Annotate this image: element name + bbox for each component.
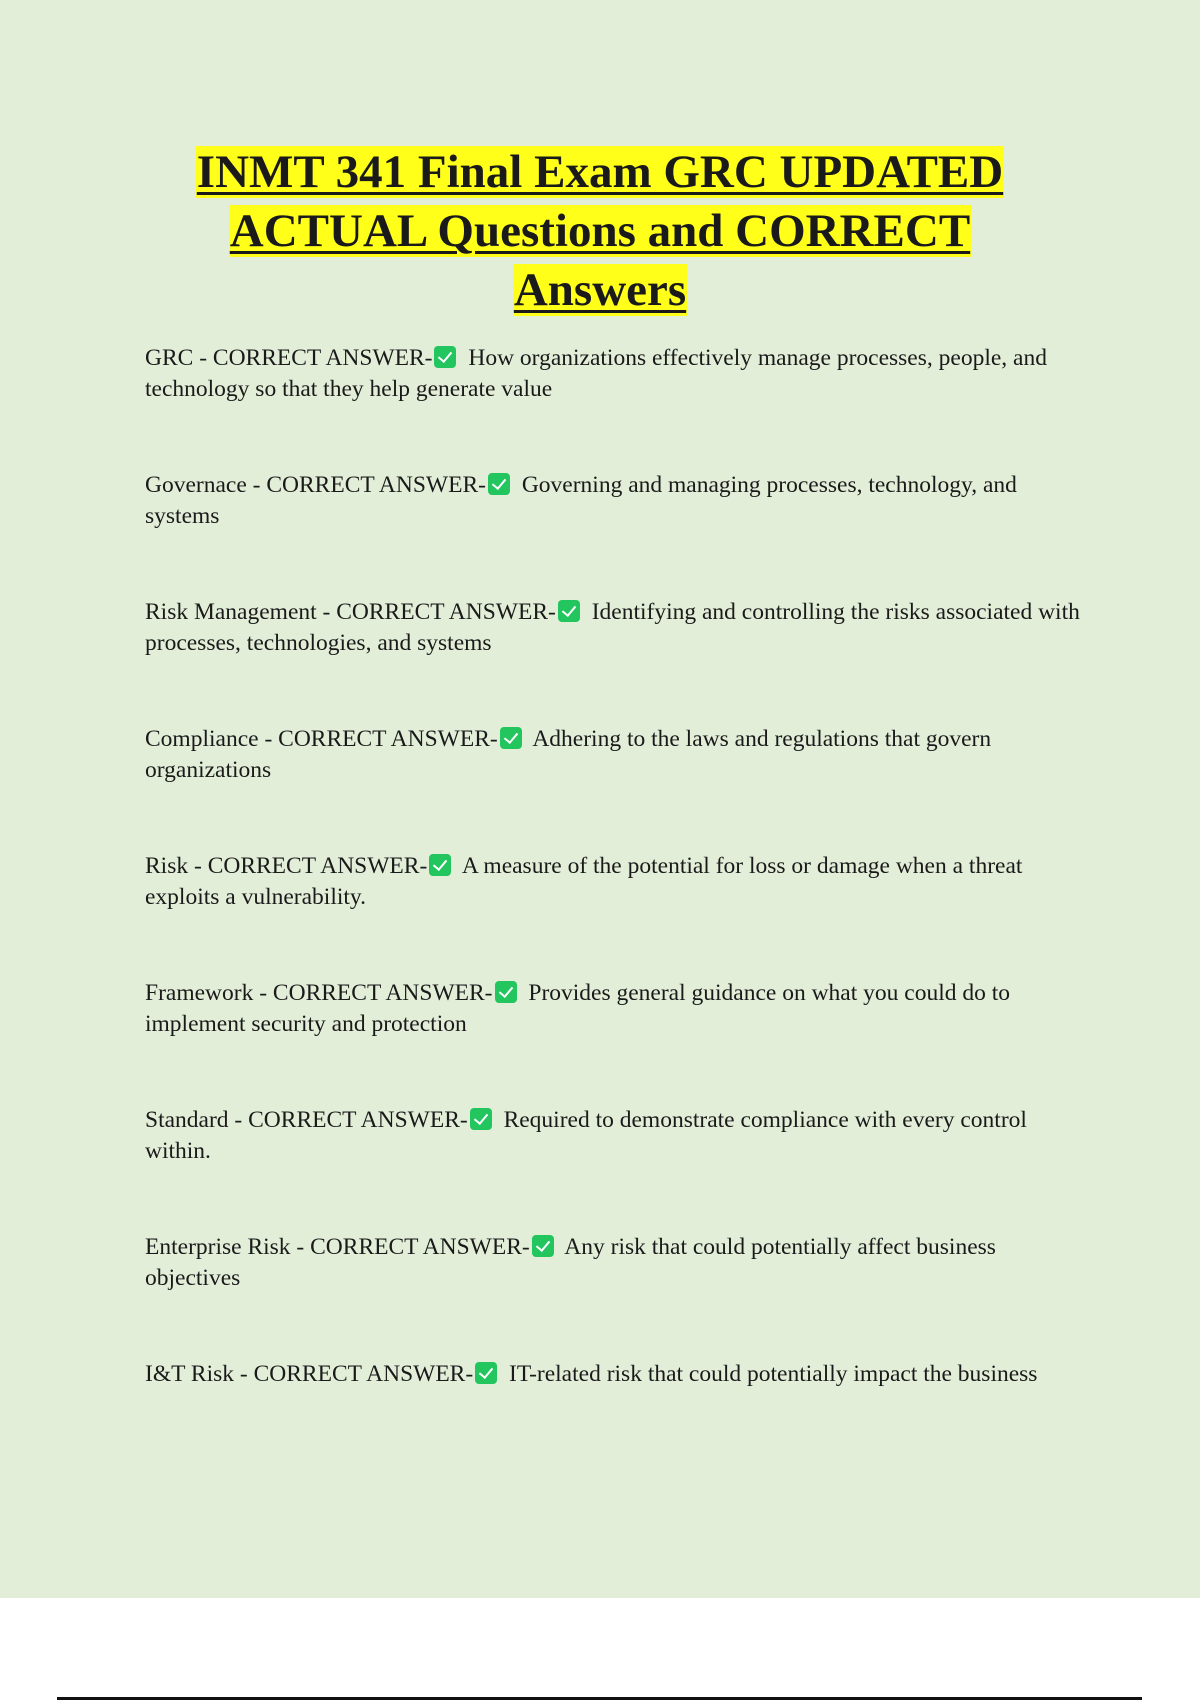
entry-definition: How organizations effectively manage processes, people, and technology so that they help generate value [145, 345, 1047, 402]
entry-definition: Adhering to the laws and regulations that govern organizations [145, 726, 992, 783]
checkbox-check-icon [558, 600, 580, 622]
checkbox-check-icon [434, 346, 456, 368]
entry-term: Compliance [145, 726, 259, 752]
document-title [0, 143, 1200, 320]
title-line-2: ACTUAL Questions and CORRECT [229, 205, 971, 257]
entry-definition: Required to demonstrate compliance with every control within. [145, 1107, 1027, 1164]
answer-marker: CORRECT ANSWER- [272, 980, 493, 1006]
entry-definition: Governing and managing processes, technology, and systems [145, 472, 1017, 529]
entry-definition: Identifying and controlling the risks associated with processes, technologies, and systems [145, 599, 1080, 656]
qa-entry: Enterprise Risk - CORRECT ANSWER- Any risk that could potentially affect business objectives [145, 1234, 996, 1291]
entry-term: GRC [145, 345, 194, 371]
checkbox-check-icon [470, 1108, 492, 1130]
answer-marker: CORRECT ANSWER- [278, 726, 498, 752]
checkbox-check-icon [429, 854, 451, 876]
entry-definition: Any risk that could potentially affect business objectives [145, 1234, 996, 1291]
entry-term: Enterprise Risk [145, 1234, 291, 1260]
qa-entry: I&T Risk - CORRECT ANSWER- IT-related risk that could potentially impact the business [145, 1361, 1038, 1387]
answer-marker: CORRECT ANSWER- [248, 1107, 468, 1133]
checkbox-check-icon [500, 727, 522, 749]
qa-entry: Governace - CORRECT ANSWER- Governing and managing processes, technology, and systems [145, 472, 1017, 529]
checkbox-check-icon [475, 1362, 497, 1384]
entry-term: Governace [145, 472, 247, 498]
qa-list [145, 343, 1095, 1486]
title-line-3: Answers [513, 264, 687, 316]
qa-entry: Standard - CORRECT ANSWER- Required to demonstrate compliance with every control within. [145, 1107, 1027, 1164]
qa-entry: Compliance - CORRECT ANSWER- Adhering to the laws and regulations that govern organizations [145, 726, 992, 783]
answer-marker: CORRECT ANSWER- [336, 599, 556, 625]
answer-marker: CORRECT ANSWER- [266, 472, 486, 498]
entry-term: I&T Risk [145, 1361, 235, 1387]
title-line-1: INMT 341 Final Exam GRC UPDATED [196, 146, 1004, 198]
entry-definition: Provides general guidance on what you could do to implement security and protection [145, 980, 1011, 1037]
answer-marker: CORRECT ANSWER- [212, 345, 433, 371]
checkbox-check-icon [495, 981, 517, 1003]
qa-entry: GRC - CORRECT ANSWER- How organizations effectively manage processes, people, and technology so that they help generate value [145, 345, 1047, 402]
answer-marker: CORRECT ANSWER- [207, 853, 428, 879]
qa-entry: Risk - CORRECT ANSWER- A measure of the potential for loss or damage when a threat exploits a vulnerability. [145, 853, 1023, 910]
entry-term: Risk [145, 853, 189, 879]
entry-term: Framework [145, 980, 254, 1006]
qa-entry: Risk Management - CORRECT ANSWER- Identifying and controlling the risks associated with processes, technologies, and systems [145, 599, 1080, 656]
qa-entry: Framework - CORRECT ANSWER- Provides general guidance on what you could do to implement security and protection [145, 980, 1011, 1037]
answer-marker: CORRECT ANSWER- [310, 1234, 530, 1260]
checkbox-check-icon [532, 1235, 554, 1257]
checkbox-check-icon [488, 473, 510, 495]
entry-definition: IT-related risk that could potentially impact the business [509, 1361, 1038, 1387]
answer-marker: CORRECT ANSWER- [253, 1361, 474, 1387]
entry-term: Risk Management [145, 599, 317, 625]
entry-definition: A measure of the potential for loss or damage when a threat exploits a vulnerability. [145, 853, 1023, 910]
entry-term: Standard [145, 1107, 229, 1133]
